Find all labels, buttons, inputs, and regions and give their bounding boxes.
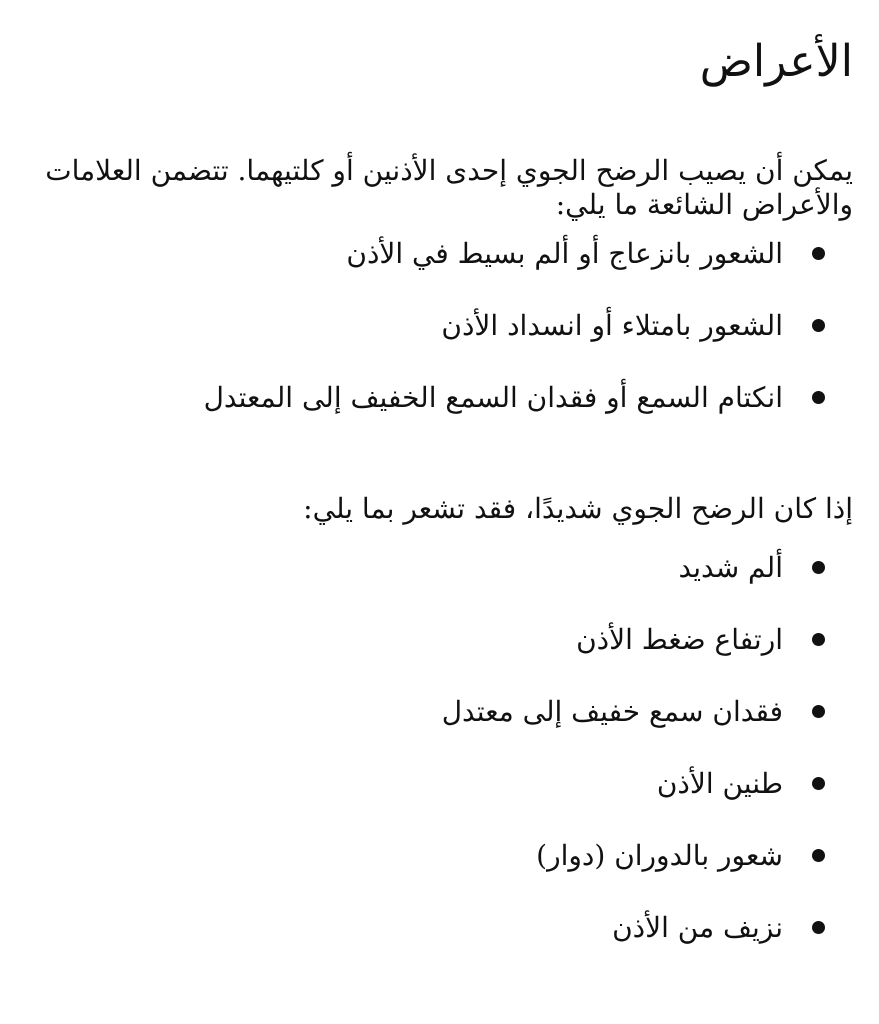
list-item (30, 550, 853, 586)
bullet-icon (812, 849, 825, 862)
list-item (30, 308, 853, 344)
list-item (30, 694, 853, 730)
bullet-icon (812, 705, 825, 718)
bullet-icon (812, 391, 825, 404)
bullet-icon (812, 561, 825, 574)
list-item-text: فقدان سمع خفيف إلى معتدل (441, 695, 783, 728)
severe-symptoms-list (30, 550, 853, 946)
section-heading: الأعراض (699, 36, 853, 87)
list-item (30, 838, 853, 874)
list-item-text: ارتفاع ضغط الأذن (576, 623, 783, 656)
list-item (30, 380, 853, 416)
list-item-text: شعور بالدوران (دوار) (536, 839, 783, 872)
list-item (30, 622, 853, 658)
list-item (30, 766, 853, 802)
list-item (30, 910, 853, 946)
list-item-text: الشعور بانزعاج أو ألم بسيط في الأذن (346, 237, 783, 270)
list-item-text: طنين الأذن (656, 767, 783, 800)
list-item-text: ألم شديد (678, 551, 783, 584)
common-symptoms-list (30, 236, 853, 416)
list-item-text: نزيف من الأذن (612, 911, 783, 944)
intro-paragraph: يمكن أن يصيب الرضح الجوي إحدى الأذنين أو كلتيهما. تتضمن العلامات والأعراض الشائعة ما يلي: (45, 154, 853, 221)
list-item-text: الشعور بامتلاء أو انسداد الأذن (441, 309, 783, 342)
severe-intro-paragraph: إذا كان الرضح الجوي شديدًا، فقد تشعر بما يلي: (303, 492, 853, 525)
bullet-icon (812, 319, 825, 332)
bullet-icon (812, 633, 825, 646)
bullet-icon (812, 921, 825, 934)
list-item-text: انكتام السمع أو فقدان السمع الخفيف إلى المعتدل (203, 381, 783, 414)
bullet-icon (812, 777, 825, 790)
bullet-icon (812, 247, 825, 260)
list-item (30, 236, 853, 272)
